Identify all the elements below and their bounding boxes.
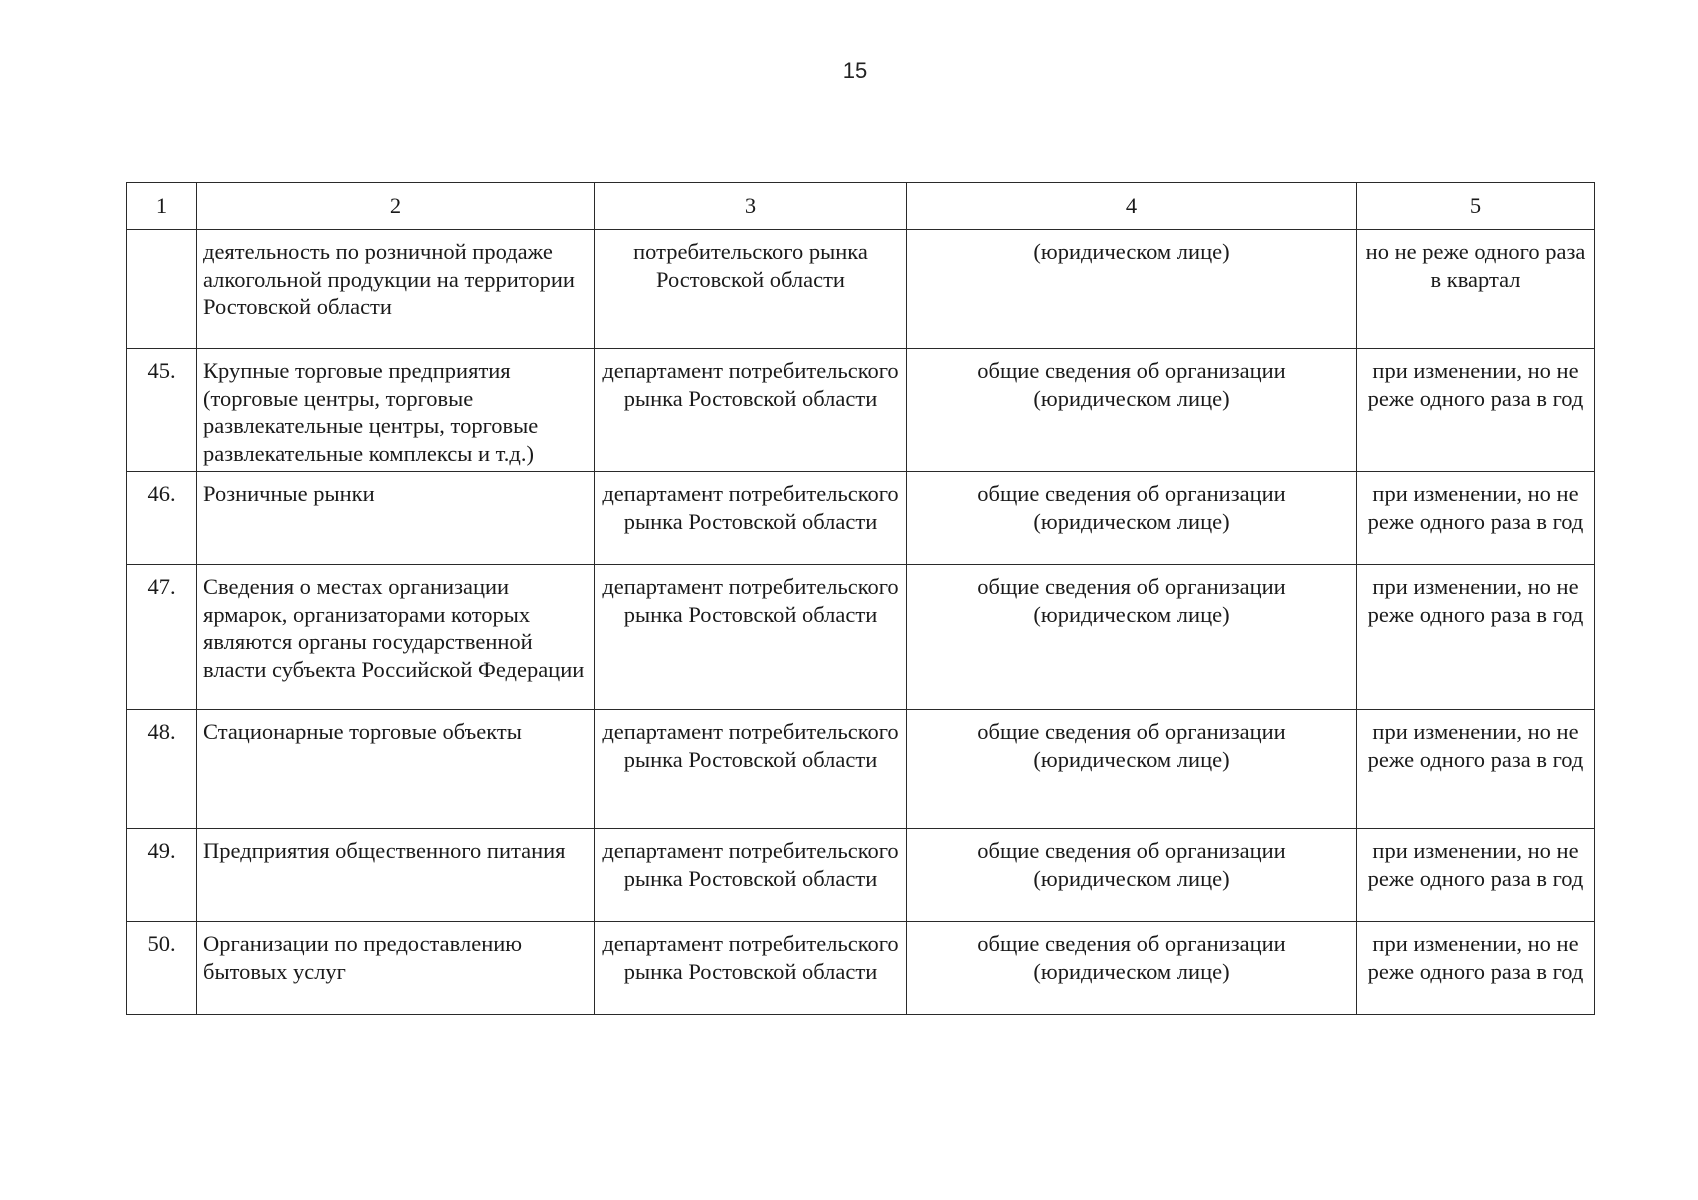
column-header: 1 <box>127 183 197 230</box>
row-info: общие сведения об организации (юридическом лице) <box>907 710 1357 829</box>
row-number: 45. <box>127 349 197 472</box>
row-number: 50. <box>127 922 197 1015</box>
row-name: Предприятия общественного питания <box>197 829 595 922</box>
row-info: общие сведения об организации (юридическом лице) <box>907 922 1357 1015</box>
row-number: 48. <box>127 710 197 829</box>
column-header: 3 <box>595 183 907 230</box>
row-info: общие сведения об организации (юридическом лице) <box>907 829 1357 922</box>
row-name: деятельность по розничной продаже алкогольной продукции на территории Ростовской области <box>197 230 595 349</box>
row-number: 49. <box>127 829 197 922</box>
column-header: 2 <box>197 183 595 230</box>
table-row <box>127 472 1595 565</box>
row-frequency: при изменении, но не реже одного раза в год <box>1357 349 1595 472</box>
row-name: Стационарные торговые объекты <box>197 710 595 829</box>
table-row <box>127 230 1595 349</box>
row-info: общие сведения об организации (юридическом лице) <box>907 472 1357 565</box>
row-info: общие сведения об организации (юридическом лице) <box>907 349 1357 472</box>
row-frequency: но не реже одного раза в квартал <box>1357 230 1595 349</box>
row-department: департамент потребительского рынка Ростовской области <box>595 349 907 472</box>
row-frequency: при изменении, но не реже одного раза в год <box>1357 829 1595 922</box>
row-name: Сведения о местах организации ярмарок, организаторами которых являются органы государственной власти субъекта Российской Федерации <box>197 565 595 710</box>
row-info: общие сведения об организации (юридическом лице) <box>907 565 1357 710</box>
table-row <box>127 922 1595 1015</box>
row-name: Розничные рынки <box>197 472 595 565</box>
row-department: потребительского рынка Ростовской области <box>595 230 907 349</box>
row-department: департамент потребительского рынка Ростовской области <box>595 829 907 922</box>
row-info: (юридическом лице) <box>907 230 1357 349</box>
column-header: 5 <box>1357 183 1595 230</box>
row-number: 46. <box>127 472 197 565</box>
column-header: 4 <box>907 183 1357 230</box>
row-number <box>127 230 197 349</box>
registry-table <box>126 182 1595 1015</box>
row-number: 47. <box>127 565 197 710</box>
page-number: 15 <box>842 58 868 83</box>
row-frequency: при изменении, но не реже одного раза в год <box>1357 710 1595 829</box>
row-department: департамент потребительского рынка Ростовской области <box>595 565 907 710</box>
row-name: Крупные торговые предприятия (торговые центры, торговые развлекательные центры, торговые развлекательные комплексы и т.д.) <box>197 349 595 472</box>
row-name: Организации по предоставлению бытовых услуг <box>197 922 595 1015</box>
table-row <box>127 349 1595 472</box>
table-row <box>127 710 1595 829</box>
row-department: департамент потребительского рынка Ростовской области <box>595 922 907 1015</box>
row-frequency: при изменении, но не реже одного раза в год <box>1357 472 1595 565</box>
table-row <box>127 565 1595 710</box>
table-header-row <box>127 183 1595 230</box>
row-department: департамент потребительского рынка Ростовской области <box>595 472 907 565</box>
row-department: департамент потребительского рынка Ростовской области <box>595 710 907 829</box>
table-row <box>127 829 1595 922</box>
row-frequency: при изменении, но не реже одного раза в год <box>1357 565 1595 710</box>
row-frequency: при изменении, но не реже одного раза в год <box>1357 922 1595 1015</box>
